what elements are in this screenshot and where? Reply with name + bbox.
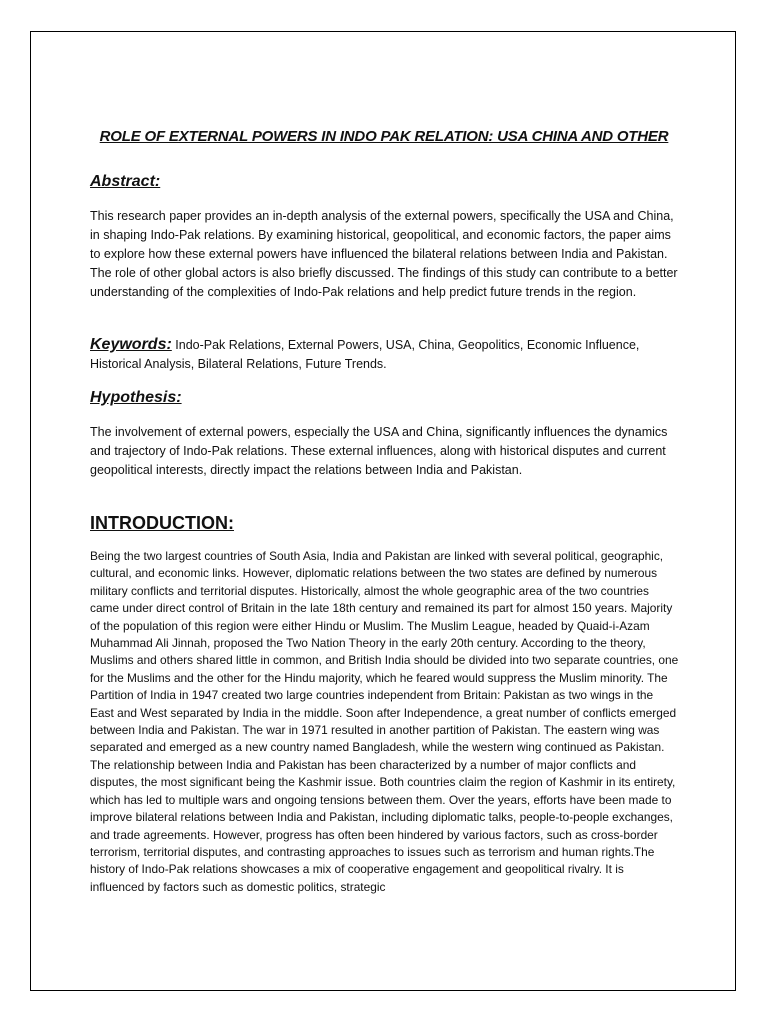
abstract-heading: Abstract: [90, 173, 161, 190]
hypothesis-text: The involvement of external powers, especially the USA and China, significantly influences the dynamics and trajectory of Indo-Pak relations. These external influences, along with historical disputes and current geopolitical interests, directly impact the relations between India and Pakistan. [90, 425, 668, 477]
hypothesis-heading: Hypothesis: [90, 389, 182, 406]
document-title: ROLE OF EXTERNAL POWERS IN INDO PAK RELATION: USA CHINA AND OTHER [99, 128, 669, 145]
abstract-text: This research paper provides an in-depth analysis of the external powers, specifically the USA and China, in shaping Indo-Pak relations. By examining historical, geopolitical, and economic factors, the paper aims to explore how these external powers have influenced the bilateral relations between India and Pakistan. The role of other global actors is also briefly discussed. The findings of this study can contribute to a better understanding of the complexities of Indo-Pak relations and help predict future trends in the region. [90, 209, 678, 299]
introduction-heading: INTRODUCTION: [90, 513, 234, 533]
keywords-label: Keywords: [90, 336, 172, 353]
keywords-text: Indo-Pak Relations, External Powers, USA, China, Geopolitics, Economic Influence, Historical Analysis, Bilateral Relations, Future Trends. [90, 338, 640, 371]
keywords-paragraph [90, 335, 678, 374]
introduction-text: Being the two largest countries of South Asia, India and Pakistan are linked with several political, geographic, cultural, and economic links. However, diplomatic relations between the two states are defined by numerous military conflicts and territorial disputes. Historically, almost the whole geographic area of the two countries came under direct control of Britain in the late 18th century and remained its part for almost 150 years. Majority of the population of this region were either Hindu or Muslim. The Muslim League, headed by Quaid-i-Azam Muhammad Ali Jinnah, proposed the Two Nation Theory in the early 20th century. According to the theory, Muslims and others shared little in common, and British India should be divided into two separate countries, one for the Muslims and the other for the Hindu majority, which he feared would suppress the Muslim minority. The Partition of India in 1947 created two large countries independent from Britain: Pakistan as two wings in the East and West separated by India in the middle. Soon after Independence, a great number of conflicts emerged between India and Pakistan. The war in 1971 resulted in another partition of Pakistan. The eastern wing was separated and emerged as a new country named Bangladesh, while the western wing continued as Pakistan. The relationship between India and Pakistan has been characterized by a number of major conflicts and disputes, the most significant being the Kashmir issue. Both countries claim the region of Kashmir in its entirety, which has led to multiple wars and ongoing tensions between them. Over the years, efforts have been made to improve bilateral relations between India and Pakistan, including diplomatic talks, people-to-people exchanges, and trade agreements. However, progress has often been hindered by various factors, such as cross-border terrorism, territorial disputes, and contrasting approaches to issues such as terrorism and human rights.The history of Indo-Pak relations showcases a mix of cooperative engagement and geopolitical rivalry. It is influenced by factors such as domestic politics, strategic [90, 549, 679, 894]
